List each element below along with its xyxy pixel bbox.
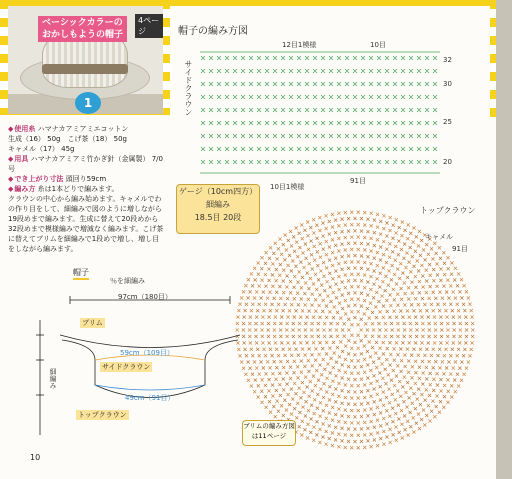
top-crown-label-2: トップクラウン: [78, 411, 127, 419]
side-crown-label-2: サイドクラウン: [102, 363, 151, 371]
page-tag: 4ページ: [135, 14, 163, 38]
yarn-label: ◆ 使用糸: [8, 125, 35, 133]
camel-label: キャメル: [425, 233, 453, 241]
side-top-count: 10目: [370, 41, 386, 49]
row-30: 30: [443, 80, 452, 88]
row-20: 20: [443, 158, 452, 166]
side-pattern-repeat-2: 10目1模様: [270, 183, 305, 191]
brim-note: ブリムの編み方図 は11ページ: [242, 420, 296, 446]
brim-label: ブリム: [82, 319, 103, 327]
row-32: 32: [443, 56, 452, 64]
page-number: 10: [30, 453, 41, 462]
materials-text: ◆ 使用糸 ハマナカアミアミエコットン 生成（16） 50g こげ茶（18） 50g キャメル（17） 45g ◆ 用具 ハマナカアミアミ竹かぎ針（金属製） 7/0号 ◆ でき上がり寸法 頭回り59cm ◆ 編み方 糸は1本どりで編みます。 クラウンの中心から編み始めます。キャメルでわの作り目をして、細編みで図のように増しながら19段めまで編みます。生成に替えて20段めから32段めまで模様編みで増減なく編みます。こげ茶に替えてブリムを細編みで1段めで増し、増し目をしながら編みます。: [8, 124, 166, 254]
size-label: ◆ でき上がり寸法: [8, 175, 63, 183]
side-crown-label: サイドクラウン: [184, 60, 193, 116]
photo-title: ベーシックカラーの おかしもようの帽子: [38, 16, 127, 42]
top-crown-label: トップクラウン: [420, 206, 476, 215]
width-49: 49cm（91目）: [125, 394, 175, 402]
method-label: ◆ 編み方: [8, 185, 35, 193]
side-hem-label: 細編み: [49, 368, 57, 389]
item-number-badge: 1: [75, 92, 101, 114]
tool-label: ◆ 用具: [8, 155, 28, 163]
width-97: 97cm（180目）: [118, 293, 172, 301]
top-crown-chart: [236, 211, 475, 450]
side-91-count: 91目: [350, 177, 366, 185]
pattern-title: 帽子の編み方図: [178, 26, 248, 37]
row-25: 25: [443, 118, 452, 126]
side-pattern-repeat: 12目1模様: [282, 41, 317, 49]
width-59: 59cm（109目）: [120, 349, 174, 357]
stitch-note: ％を細編み: [110, 277, 145, 285]
top-91-count: 91目: [452, 245, 468, 253]
cap-section-title: 帽子: [73, 267, 89, 280]
side-crown-chart: [200, 52, 440, 173]
gauge-box: ゲージ（10cm四方） 細編み 18.5目 20段: [176, 184, 260, 234]
